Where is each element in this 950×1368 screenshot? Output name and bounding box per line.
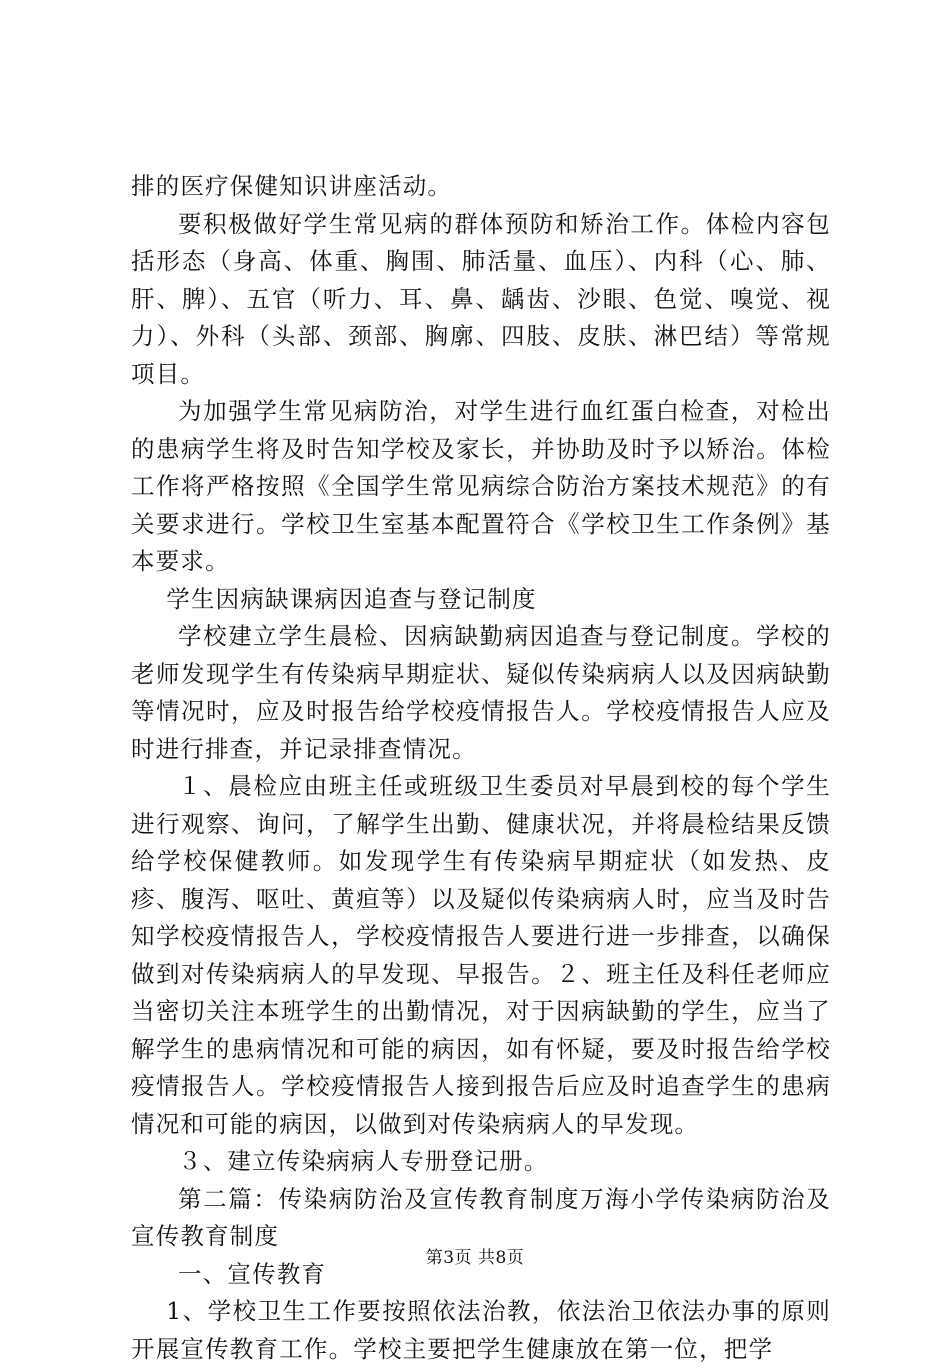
paragraph-morning-check-steps: １、晨检应由班主任或班级卫生委员对早晨到校的每个学生进行观察、询问，了解学生出勤、健康状况，并将晨检结果反馈给学校保健教师。如发现学生有传染病早期症状（如发热、皮疹、腹泻、呕吐、黄疸等）以及疑似传染病病人时，应当及时告知学校疫情报告人，学校疫情报告人要进行进一步排查，以确保做到对传染病病人的早发现、早报告。２、班主任及科任老师应当密切关注本班学生的出勤情况，对于因病缺勤的学生，应当了解学生的患病情况和可能的病因，如有怀疑，要及时报告给学校疫情报告人。学校疫情报告人接到报告后应及时追查学生的患病情况和可能的病因，以做到对传染病病人的早发现。 [131, 772, 831, 1138]
page-number-footer: 第3页 共8页 [425, 1248, 525, 1268]
document-body [131, 168, 831, 1368]
paragraph-continuation: 排的医疗保健知识讲座活动。 [131, 172, 453, 200]
paragraph-registration-book: ３、建立传染病病人专册登记册。 [178, 1147, 549, 1175]
paragraph-hemoglobin-check: 为加强学生常见病防治，对学生进行血红蛋白检查，对检出的患病学生将及时告知学校及家长，并协助及时予以矫治。体检工作将严格按照《全国学生常见病综合防治方案技术规范》的有关要求进行。学校卫生室基本配置符合《学校卫生工作条例》基本要求。 [131, 397, 831, 575]
paragraph-publicity-item-1: 1、学校卫生工作要按照依法治教，依法治卫依法办事的原则开展宣传教育工作。学校主要把学生健康放在第一位，把学 [131, 1297, 831, 1363]
section-heading-publicity: 一、宣传教育 [178, 1259, 327, 1288]
section-heading-part-two: 第二篇：传染病防治及宣传教育制度万海小学传染病防治及宣传教育制度 [131, 1184, 831, 1250]
paragraph-morning-check-system: 学校建立学生晨检、因病缺勤病因追查与登记制度。学校的老师发现学生有传染病早期症状、疑似传染病病人以及因病缺勤等情况时，应及时报告给学校疫情报告人。学校疫情报告人应及时进行排查，并记录排查情况。 [131, 622, 831, 763]
paragraph-physical-exam: 要积极做好学生常见病的群体预防和矫治工作。体检内容包括形态（身高、体重、胸围、肺活量、血压）、内科（心、肺、肝、脾）、五官（听力、耳、鼻、龋齿、沙眼、色觉、嗅觉、视力）、外科（头部、颈部、胸廓、四肢、皮肤、淋巴结）等常规项目。 [131, 209, 831, 388]
section-heading-absence-tracking: 学生因病缺课病因追查与登记制度 [166, 584, 537, 613]
